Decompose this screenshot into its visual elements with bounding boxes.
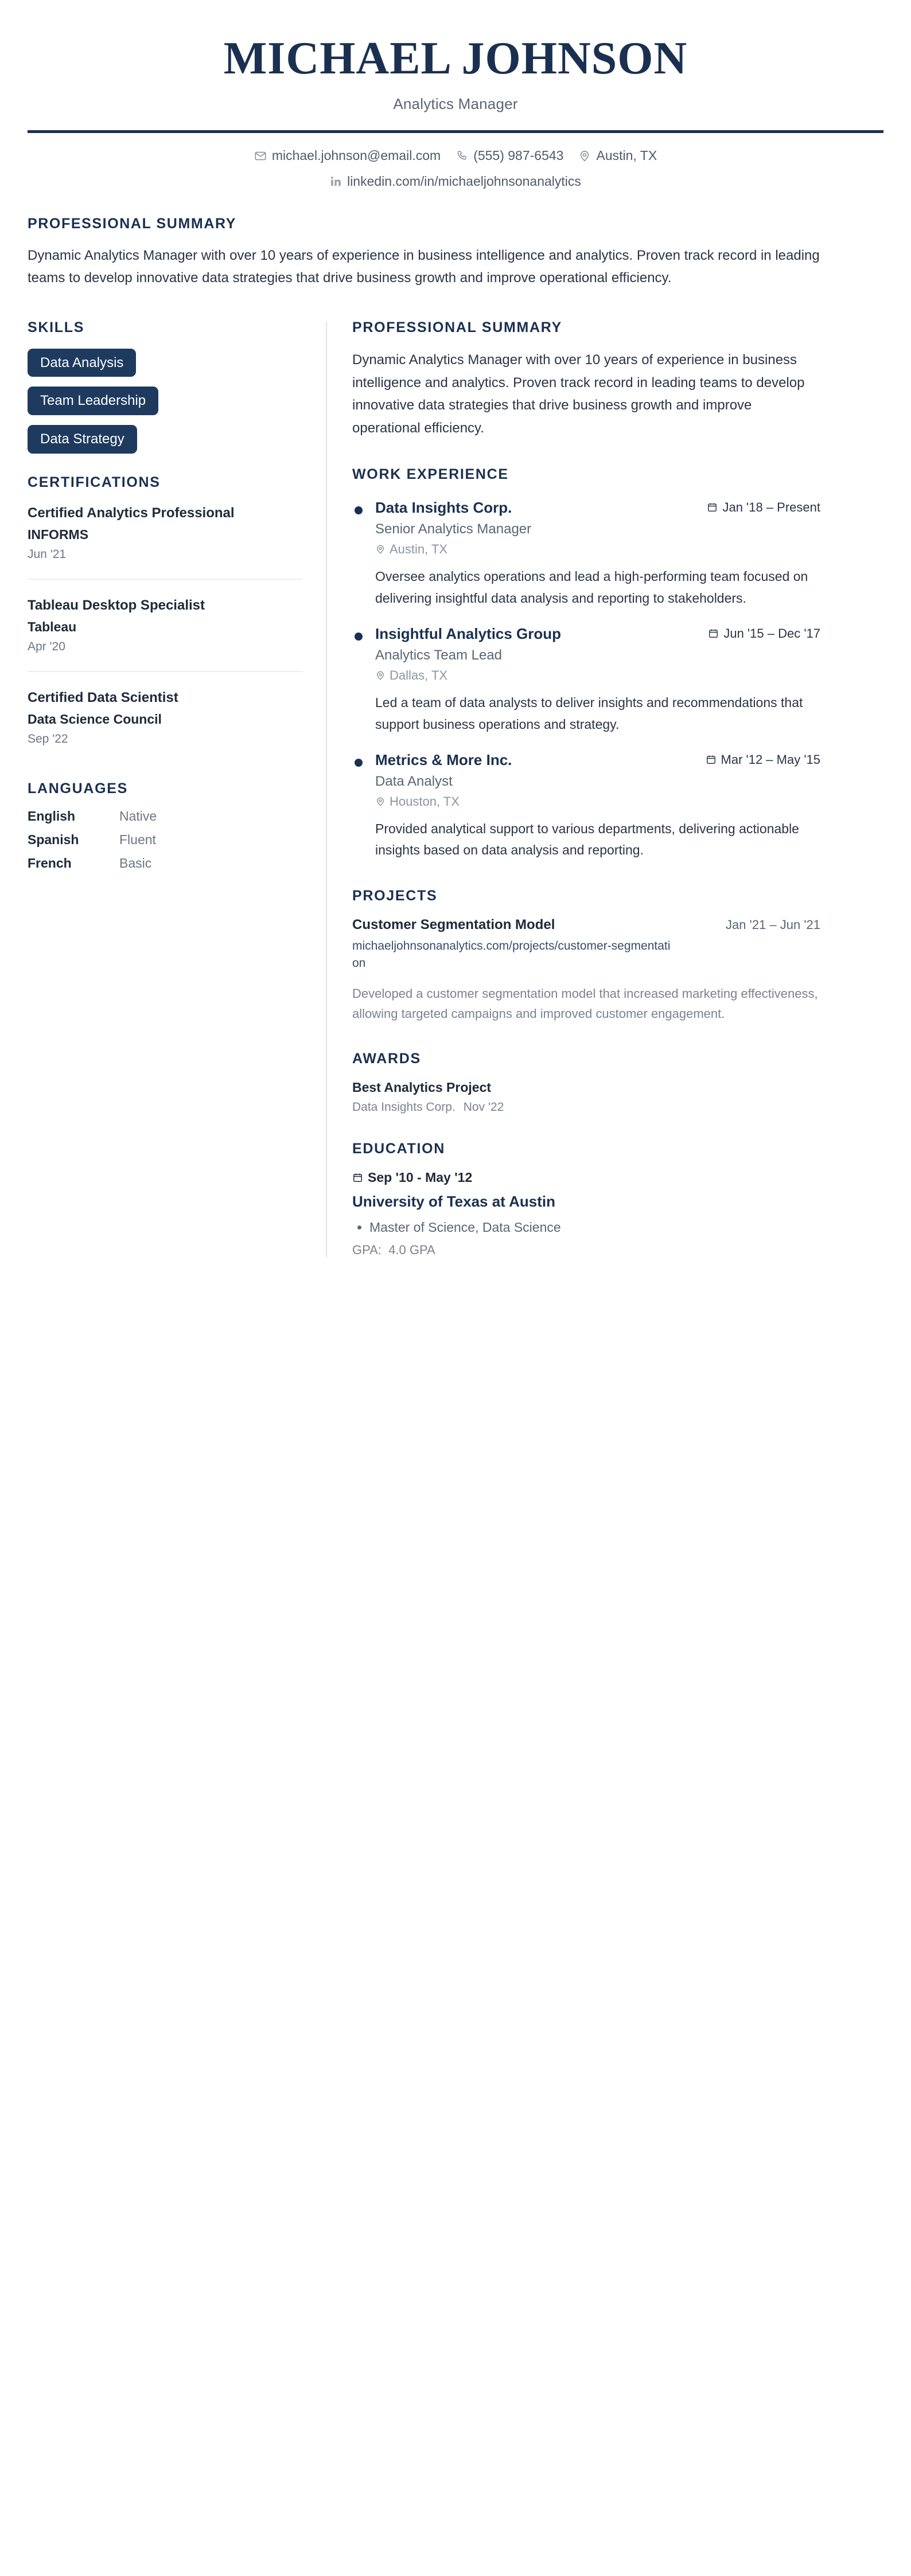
linkedin-row xyxy=(28,174,883,189)
projects-heading: PROJECTS xyxy=(352,887,438,904)
calendar-icon xyxy=(708,628,719,639)
language-level: Fluent xyxy=(119,832,156,847)
language-level: Native xyxy=(119,808,157,823)
bullet-icon xyxy=(355,759,363,767)
job-description: Provided analytical support to various departments, delivering actionable insights based on data analysis and reporting. xyxy=(375,821,799,858)
education-gpa-value: 4.0 GPA xyxy=(388,1243,435,1258)
education-degree-list xyxy=(352,1217,820,1238)
job-dates xyxy=(707,500,820,515)
award-meta xyxy=(352,1100,820,1114)
location-pin-icon xyxy=(578,150,591,162)
skills-section xyxy=(28,319,303,454)
language-item xyxy=(28,809,303,824)
language-name: Spanish xyxy=(28,832,79,847)
header-divider xyxy=(28,130,883,133)
phone-icon xyxy=(456,150,468,162)
calendar-icon xyxy=(707,502,718,513)
job-description: Oversee analytics operations and lead a high-performing team focused on delivering insightful data analysis and reporting to stakeholders. xyxy=(375,569,808,606)
contact-location xyxy=(578,148,657,163)
languages-heading: LANGUAGES xyxy=(28,780,129,797)
job-dates-text: Jan '18 – Present xyxy=(722,499,820,514)
main-column xyxy=(327,319,843,1258)
job-dates-text: Mar '12 – May '15 xyxy=(721,752,820,767)
certification-item xyxy=(28,579,303,671)
certification-name: Certified Analytics Professional xyxy=(28,505,235,521)
language-level: Basic xyxy=(119,855,152,871)
job-role: Analytics Team Lead xyxy=(375,647,503,663)
award-item xyxy=(352,1080,820,1114)
top-summary-section xyxy=(0,189,911,290)
work-experience-item xyxy=(352,751,820,861)
candidate-job-title: Analytics Manager xyxy=(393,95,518,112)
project-url[interactable]: michaeljohnsonanalytics.com/projects/customer-segmentation xyxy=(352,939,671,970)
certification-issuer: INFORMS xyxy=(28,526,89,542)
contact-row xyxy=(28,148,883,163)
contact-linkedin-text: linkedin.com/in/michaeljohnsonanalytics xyxy=(347,174,581,189)
certification-issuer: Data Science Council xyxy=(28,711,162,727)
job-dates xyxy=(708,626,820,641)
awards-heading: AWARDS xyxy=(352,1050,421,1067)
skill-pill[interactable]: Data Strategy xyxy=(28,425,137,454)
language-item xyxy=(28,832,303,848)
contact-phone[interactable] xyxy=(456,148,563,163)
projects-section xyxy=(352,888,820,1024)
contact-email-text: michael.johnson@email.com xyxy=(271,148,441,163)
sidebar-column xyxy=(28,319,326,1258)
job-location xyxy=(375,794,820,809)
certification-name: Tableau Desktop Specialist xyxy=(28,597,205,613)
education-degree: • Master of Science, Data Science xyxy=(369,1217,820,1238)
work-experience-section xyxy=(352,466,820,861)
summary-heading: PROFESSIONAL SUMMARY xyxy=(352,319,562,335)
location-pin-icon xyxy=(375,544,386,555)
project-description: Developed a customer segmentation model that increased marketing effectiveness, allowing targeted campaigns and improved customer engagement. xyxy=(352,986,818,1021)
bullet-icon xyxy=(355,633,363,641)
job-location-text: Dallas, TX xyxy=(390,668,448,683)
education-item xyxy=(352,1170,820,1258)
job-location-text: Austin, TX xyxy=(390,542,448,557)
certification-item xyxy=(28,502,303,579)
award-name: Best Analytics Project xyxy=(352,1079,492,1095)
job-company: Metrics & More Inc. xyxy=(375,751,512,768)
skills-heading: SKILLS xyxy=(28,319,85,335)
location-pin-icon xyxy=(375,797,386,807)
job-company: Data Insights Corp. xyxy=(375,499,512,517)
language-name: French xyxy=(28,855,72,871)
job-role: Data Analyst xyxy=(375,774,453,789)
calendar-icon xyxy=(706,754,717,765)
certification-name: Certified Data Scientist xyxy=(28,689,178,705)
language-name: English xyxy=(28,808,76,823)
work-experience-item xyxy=(352,625,820,735)
languages-section xyxy=(28,780,303,871)
contact-location-text: Austin, TX xyxy=(596,148,657,163)
job-location-text: Houston, TX xyxy=(390,794,460,809)
award-org: Data Insights Corp. xyxy=(352,1100,456,1114)
location-pin-icon xyxy=(375,670,386,681)
education-heading: EDUCATION xyxy=(352,1140,446,1157)
contact-phone-text: (555) 987-6543 xyxy=(473,148,564,163)
job-company: Insightful Analytics Group xyxy=(375,625,562,643)
calendar-icon xyxy=(352,1172,363,1183)
project-name: Customer Segmentation Model xyxy=(352,916,555,932)
skill-pill[interactable]: Team Leadership xyxy=(28,387,158,415)
awards-section xyxy=(352,1051,820,1114)
job-location xyxy=(375,542,820,557)
certification-date: Jun '21 xyxy=(28,547,67,561)
resume-body xyxy=(0,319,911,1258)
job-header xyxy=(375,751,820,769)
job-header xyxy=(375,625,820,643)
job-role: Senior Analytics Manager xyxy=(375,521,532,537)
top-summary-heading: PROFESSIONAL SUMMARY xyxy=(28,216,236,232)
project-dates: Jan '21 – Jun '21 xyxy=(726,917,820,932)
candidate-name: MICHAEL JOHNSON xyxy=(223,33,688,84)
education-dates xyxy=(352,1170,820,1185)
project-header xyxy=(352,917,820,933)
resume-header xyxy=(0,0,911,189)
summary-text: Dynamic Analytics Manager with over 10 years of experience in business intelligence and analytics. Proven track record in leading teams to develop innovative data strategies that drive business growth and improve operational efficiency. xyxy=(352,352,805,436)
job-header xyxy=(375,499,820,517)
education-section xyxy=(352,1141,820,1258)
certification-date: Apr '20 xyxy=(28,639,65,653)
education-gpa-label: GPA: xyxy=(352,1243,381,1258)
bullet-icon xyxy=(355,506,363,514)
certification-issuer: Tableau xyxy=(28,619,77,634)
certification-item xyxy=(28,671,303,763)
certifications-list xyxy=(28,502,303,763)
education-school: University of Texas at Austin xyxy=(352,1192,555,1210)
job-description: Led a team of data analysts to deliver insights and recommendations that support business operations and strategy. xyxy=(375,695,803,732)
job-dates-text: Jun '15 – Dec '17 xyxy=(723,626,820,641)
contact-linkedin[interactable] xyxy=(330,174,581,189)
linkedin-icon xyxy=(330,175,342,188)
certifications-heading: CERTIFICATIONS xyxy=(28,474,161,490)
languages-list xyxy=(28,809,303,871)
skills-list xyxy=(28,349,303,454)
project-item xyxy=(352,917,820,1024)
top-summary-text: Dynamic Analytics Manager with over 10 years of experience in business intelligence and analytics. Proven track record in leading teams to develop innovative data strategies that drive business growth and improve operational efficiency. xyxy=(28,248,820,286)
certifications-section xyxy=(28,474,303,763)
skill-pill[interactable]: Data Analysis xyxy=(28,349,136,377)
summary-section xyxy=(352,319,820,440)
education-dates-text: Sep '10 - May '12 xyxy=(368,1169,473,1185)
job-location xyxy=(375,668,820,683)
education-gpa xyxy=(352,1243,820,1258)
envelope-icon xyxy=(254,150,267,162)
language-item xyxy=(28,856,303,871)
work-experience-heading: WORK EXPERIENCE xyxy=(352,466,509,483)
contact-email[interactable] xyxy=(254,148,441,163)
certification-date: Sep '22 xyxy=(28,732,68,746)
job-dates xyxy=(706,752,820,767)
award-date: Nov '22 xyxy=(463,1100,504,1114)
work-experience-item xyxy=(352,499,820,609)
